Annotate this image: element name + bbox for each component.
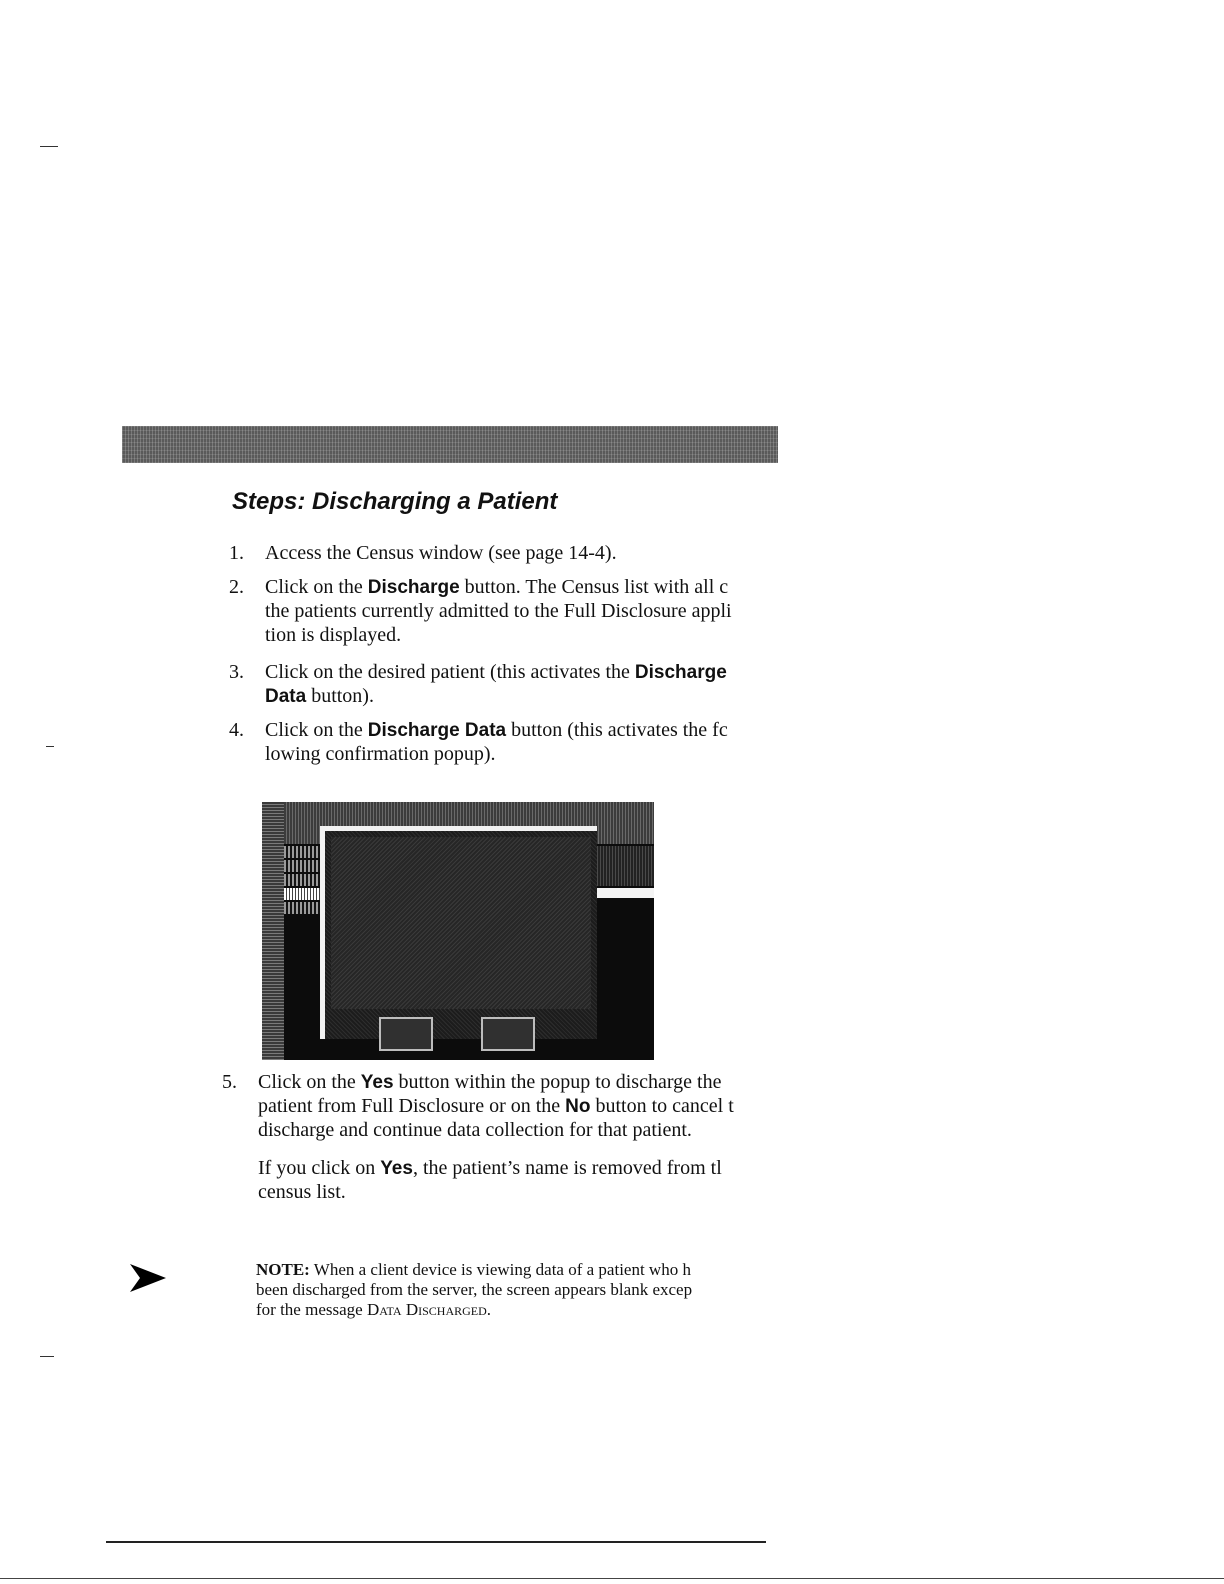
margin-mark-top	[40, 146, 58, 147]
screenshot-left-edge	[262, 802, 284, 1060]
step-text-line: Click on the Yes button within the popup to discharge the	[258, 1071, 722, 1093]
screenshot-right-panel	[597, 802, 654, 1060]
discharge-data-button-ref: Discharge Data	[367, 720, 507, 741]
step-number: 5.	[222, 1071, 237, 1093]
step-text-line: patient from Full Disclosure or on the No button to cancel t	[258, 1095, 734, 1117]
margin-mark-bottom	[40, 1356, 54, 1357]
step-text-line: discharge and continue data collection for that patient.	[258, 1119, 692, 1141]
discharge-button-ref: Discharge	[367, 577, 460, 598]
step-text-line: Click on the desired patient (this activates the Discharge	[265, 661, 727, 683]
no-button-ref: No	[565, 1096, 591, 1117]
margin-mark-middle	[46, 746, 54, 747]
screenshot-popup	[320, 826, 597, 1039]
yes-button-ref: Yes	[360, 1072, 394, 1093]
step-text-line: tion is displayed.	[265, 624, 402, 646]
step-text-line: Click on the Discharge button. The Census list with all c	[265, 576, 729, 598]
note-block: NOTE: When a client device is viewing data of a patient who h been discharged from the server, the screen appears blank excep for the message Data Discharged.	[256, 1260, 693, 1319]
data-keyword: Data	[265, 686, 307, 707]
step-number: 3.	[229, 661, 244, 683]
step-followup-line: If you click on Yes, the patient’s name is removed from tl	[258, 1157, 722, 1179]
data-discharged-message: Data Discharged	[366, 1300, 487, 1319]
footer-rule	[106, 1541, 766, 1543]
screenshot-no-button	[481, 1017, 535, 1051]
screenshot-popup-body	[331, 837, 591, 1009]
discharge-keyword: Discharge	[634, 662, 727, 683]
page-title: Steps: Discharging a Patient	[232, 488, 558, 515]
step-followup-line: census list.	[258, 1181, 346, 1203]
note-line: been discharged from the server, the screen appears blank excep	[256, 1280, 693, 1299]
screenshot-yes-button	[379, 1017, 433, 1051]
step-text-line: Data button).	[265, 685, 374, 707]
confirmation-popup-screenshot	[262, 802, 654, 1060]
note-label: NOTE:	[256, 1260, 310, 1279]
section-banner	[122, 426, 778, 463]
screenshot-census-list	[284, 846, 324, 916]
right-arrowhead-icon	[128, 1262, 168, 1299]
step-text: Access the Census window (see page 14-4).	[265, 542, 617, 564]
page-bottom-edge	[0, 1578, 1224, 1579]
step-number: 1.	[229, 542, 244, 564]
step-text-line: the patients currently admitted to the Full Disclosure appli	[265, 600, 732, 622]
step-text-line: lowing confirmation popup).	[265, 743, 496, 765]
yes-keyword: Yes	[380, 1158, 413, 1179]
step-number: 4.	[229, 719, 244, 741]
step-text-line: Click on the Discharge Data button (this activates the fc	[265, 719, 728, 741]
step-number: 2.	[229, 576, 244, 598]
